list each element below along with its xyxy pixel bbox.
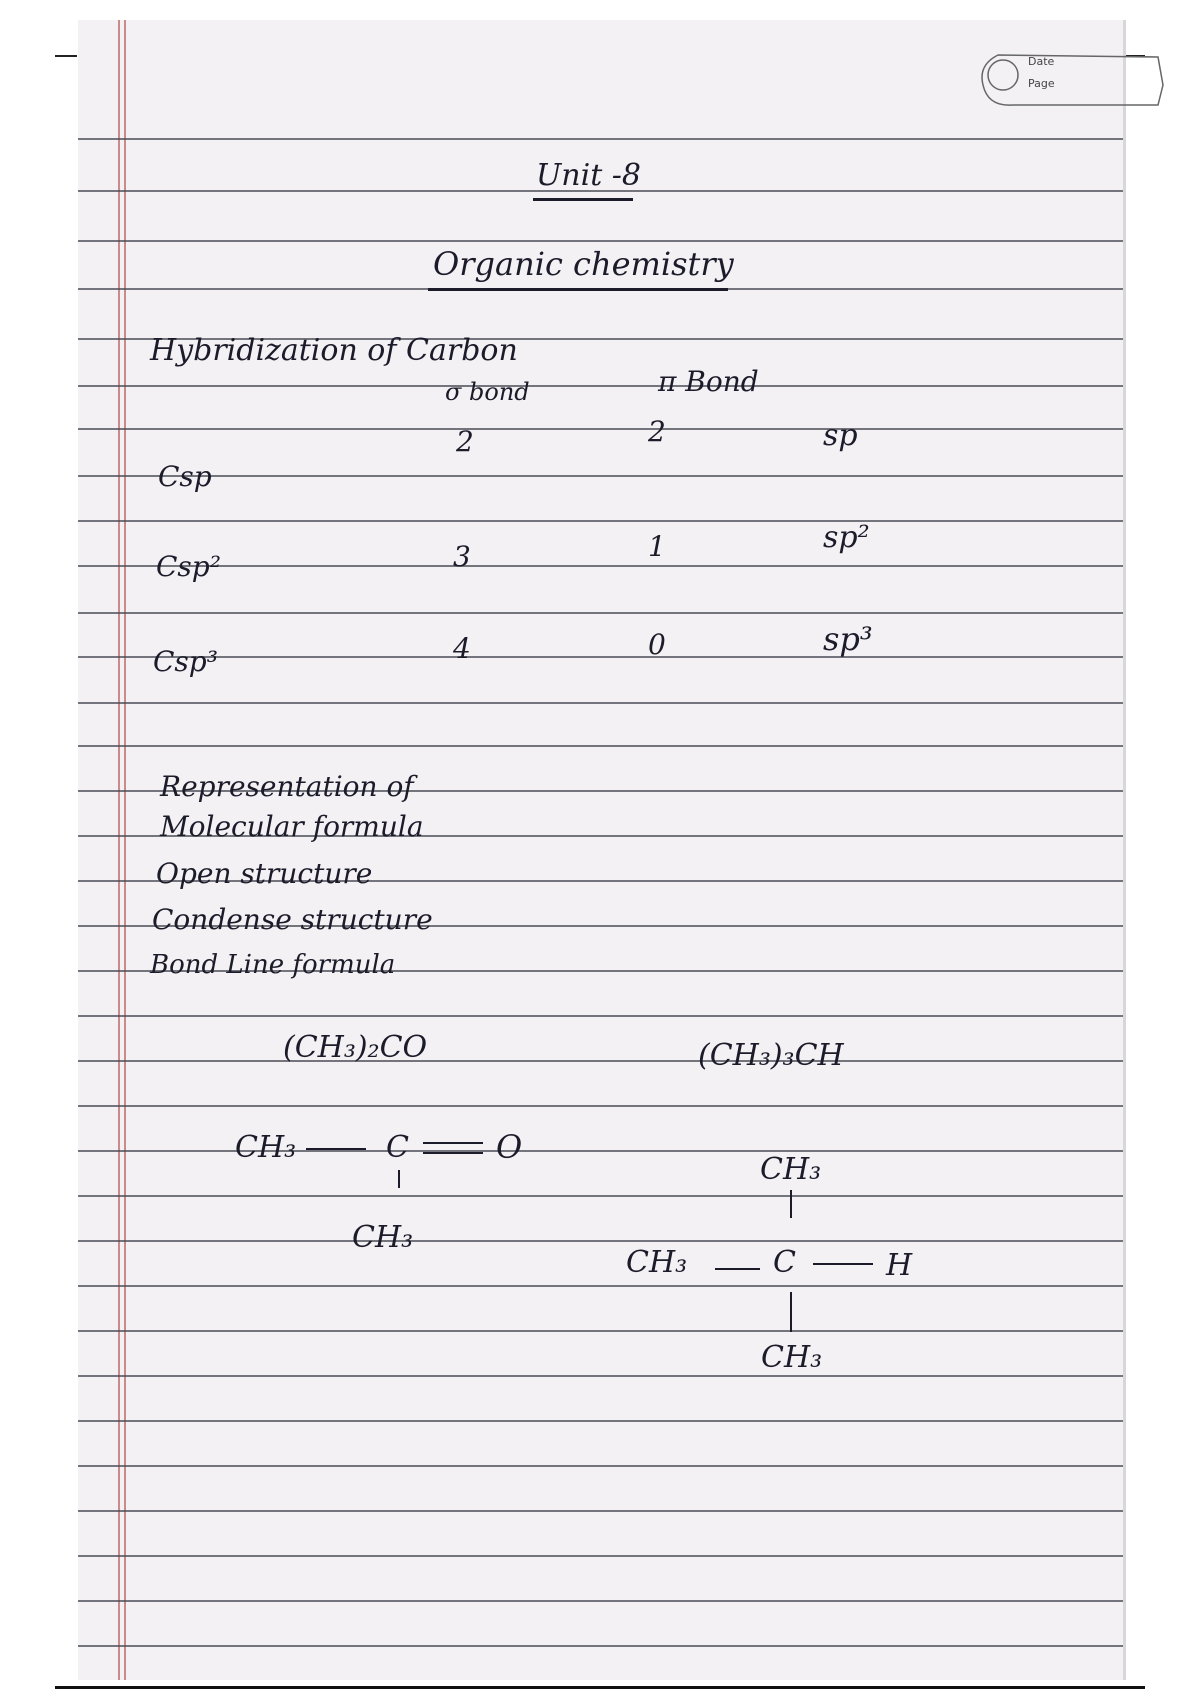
ruled-line [78, 656, 1123, 658]
isobutane-condensed: (CH₃)₃CH [698, 1038, 844, 1073]
pi-value: 2 [648, 415, 666, 448]
representation-title: Representation of [160, 770, 414, 803]
margin-line [118, 20, 120, 1680]
sigma-value: 3 [453, 540, 471, 573]
list-item: Bond Line formula [150, 950, 396, 980]
hybrid-type: sp² [823, 520, 870, 555]
isobutane-ch3-bottom: CH₃ [761, 1340, 823, 1375]
ruled-line [78, 1645, 1123, 1647]
single-bond-left [715, 1268, 760, 1270]
subject-underline [428, 288, 728, 291]
acetone-condensed: (CH₃)₂CO [283, 1030, 428, 1065]
ruled-line [78, 1555, 1123, 1557]
ruled-line [78, 1330, 1123, 1332]
acetone-carbon: C [386, 1130, 409, 1165]
ruled-line [78, 475, 1123, 477]
isobutane-carbon: C [773, 1245, 796, 1280]
row-label: Csp [158, 460, 212, 493]
ruled-line [78, 745, 1123, 747]
bottom-edge-line [55, 1686, 1145, 1689]
ruled-line [78, 385, 1123, 387]
vertical-bond-bottom [790, 1292, 792, 1332]
hybrid-type: sp [823, 418, 858, 453]
ruled-line [78, 1375, 1123, 1377]
hybrid-type: sp³ [823, 620, 873, 658]
row-label: Csp³ [153, 645, 218, 678]
single-bond-right [813, 1263, 873, 1265]
pi-value: 0 [648, 628, 666, 661]
list-item: Condense structure [152, 903, 433, 936]
ruled-line [78, 1465, 1123, 1467]
ruled-line [78, 1015, 1123, 1017]
page-label: Page [1028, 77, 1055, 90]
pi-bond-header: π Bond [658, 365, 759, 398]
ruled-line [78, 565, 1123, 567]
acetone-oxygen: O [496, 1128, 523, 1166]
double-bond-top [423, 1142, 483, 1144]
ruled-line [78, 240, 1123, 242]
list-item: Open structure [156, 857, 373, 890]
vertical-bond [398, 1170, 400, 1188]
ruled-line [78, 1195, 1123, 1197]
unit-heading: Unit -8 [536, 158, 642, 193]
row-label: Csp² [156, 550, 221, 583]
ruled-line [78, 1285, 1123, 1287]
isobutane-hydrogen: H [886, 1248, 913, 1283]
isobutane-ch3-top: CH₃ [760, 1152, 822, 1187]
ruled-line [78, 1510, 1123, 1512]
sigma-bond-header: σ bond [445, 378, 530, 406]
double-bond-bottom [423, 1152, 483, 1154]
vertical-bond-top [790, 1190, 792, 1218]
sigma-value: 4 [453, 632, 471, 665]
date-label: Date [1028, 55, 1055, 68]
notebook-page [78, 20, 1126, 1680]
ruled-line [78, 1420, 1123, 1422]
single-bond [306, 1148, 366, 1150]
list-item: Molecular formula [160, 810, 424, 843]
ruled-line [78, 1600, 1123, 1602]
stamp-border-icon [968, 45, 1168, 115]
pi-value: 1 [648, 530, 666, 563]
date-page-stamp [968, 45, 1168, 115]
ruled-line [78, 1105, 1123, 1107]
unit-underline [533, 198, 633, 201]
ruled-line [78, 520, 1123, 522]
ruled-line [78, 1240, 1123, 1242]
ruled-line [78, 428, 1123, 430]
acetone-ch3-bottom: CH₃ [352, 1220, 414, 1255]
ruled-line [78, 702, 1123, 704]
subject-heading: Organic chemistry [433, 245, 734, 283]
hybridization-title: Hybridization of Carbon [150, 333, 518, 368]
top-edge-line-left [55, 55, 77, 57]
ruled-line [78, 138, 1123, 140]
isobutane-ch3-left: CH₃ [626, 1245, 688, 1280]
ruled-line [78, 612, 1123, 614]
ruled-line [78, 1060, 1123, 1062]
margin-line-2 [124, 20, 126, 1680]
sigma-value: 2 [456, 425, 474, 458]
acetone-ch3-left: CH₃ [235, 1130, 297, 1165]
